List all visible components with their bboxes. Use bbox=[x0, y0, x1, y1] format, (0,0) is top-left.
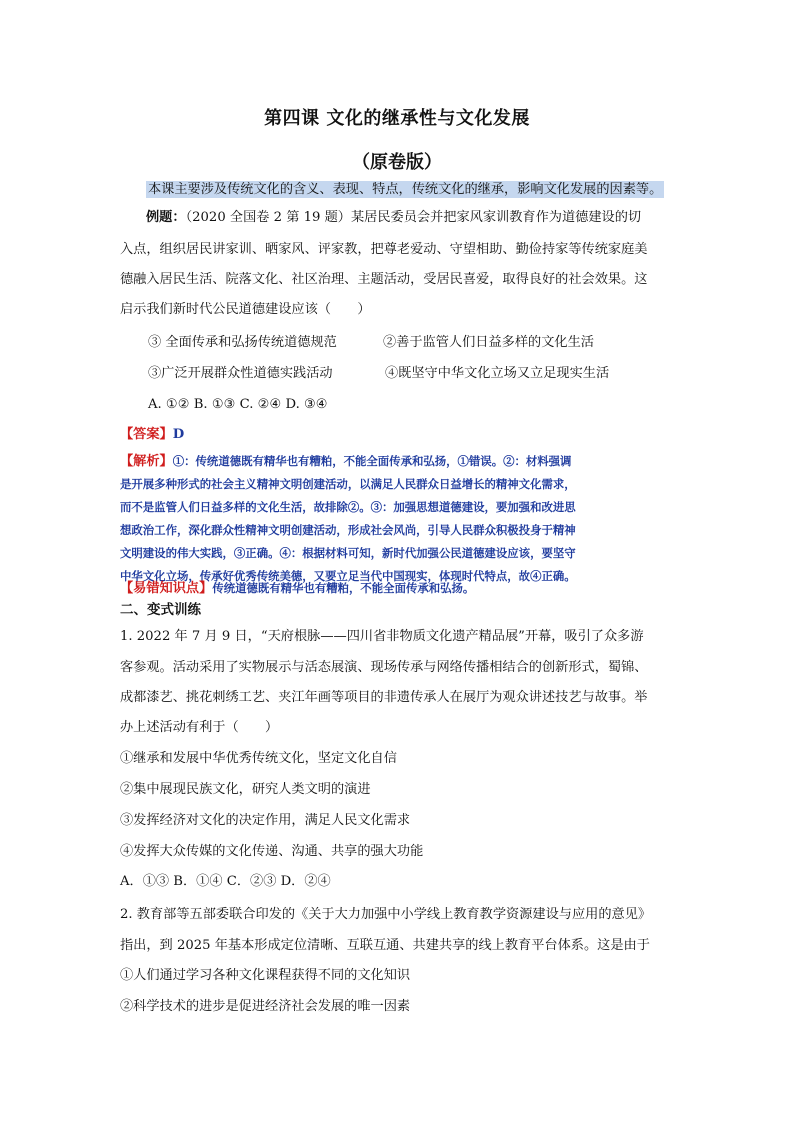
example-line-1 bbox=[146, 208, 641, 228]
q1-option-2: ②集中展现民族文化，研究人类文明的演进 bbox=[120, 782, 371, 797]
error-line bbox=[120, 578, 474, 599]
q1-option-4: ④发挥大众传媒的文化传递、沟通、共享的强大功能 bbox=[120, 844, 424, 859]
answer-label: 【答案】 bbox=[120, 427, 173, 442]
analysis-line-1 bbox=[120, 451, 571, 472]
section-heading: 二、变式训练 bbox=[120, 602, 201, 618]
analysis-line-5: 文明建设的伟大实践，③正确。④：根据材料可知，新时代加强公民道德建设应该，要坚守 bbox=[120, 546, 576, 560]
q2-line-1: 2. 教育部等五部委联合印发的《关于大力加强中小学线上教育教学资源建设与应用的意见》 bbox=[120, 907, 652, 922]
example-label: 例题： bbox=[146, 210, 186, 225]
error-label: 【易错知识点】 bbox=[120, 581, 213, 596]
q1-line-3: 成都漆艺、挑花刺绣工艺、夹江年画等项目的非遗传承人在展厅为观众讲述技艺与故事。举 bbox=[120, 690, 648, 705]
q1-choices: A．①③ B．①④ C．②③ D．②④ bbox=[120, 874, 331, 889]
q1-line-4: 办上述活动有利于（ ） bbox=[120, 720, 279, 735]
analysis-text-1: ①：传统道德既有精华也有糟粕，不能全面传承和弘扬，①错误。②：材料强调 bbox=[172, 454, 572, 468]
example-option-2: ②善于监管人们日益多样的文化生活 bbox=[383, 335, 594, 350]
q1-option-1: ①继承和发展中华优秀传统文化，坚定文化自信 bbox=[120, 751, 397, 766]
q2-option-2: ②科学技术的进步是促进经济社会发展的唯一因素 bbox=[120, 999, 411, 1014]
analysis-line-3: 而不是监管人们日益多样的文化生活，故排除②。③：加强思想道德建设，要加强和改进思 bbox=[120, 500, 576, 514]
error-text: 传统道德既有精华也有糟粕，不能全面传承和弘扬。 bbox=[212, 581, 475, 595]
q1-line-2: 客参观。活动采用了实物展示与活态展演、现场传承与网络传播相结合的创新形式，蜀锦、 bbox=[120, 660, 648, 675]
intro-highlight: 本课主要涉及传统文化的含义、表现、特点，传统文化的继承，影响文化发展的因素等。 bbox=[148, 182, 663, 197]
analysis-line-4: 想政治工作，深化群众性精神文明创建活动，形成社会风尚，引导人民群众积极投身于精神 bbox=[120, 523, 576, 537]
analysis-line-6: 中华文化立场，传承好优秀传统美德，又要立足当代中国现实，体现时代特点，故④正确。 bbox=[120, 569, 576, 583]
intro-text bbox=[146, 180, 664, 200]
q2-option-1: ①人们通过学习各种文化课程获得不同的文化知识 bbox=[120, 968, 411, 983]
example-line-4: 启示我们新时代公民道德建设应该（ ） bbox=[120, 302, 371, 317]
example-line-3: 德融入居民生活、院落文化、社区治理、主题活动，受居民喜爱，取得良好的社会效果。这 bbox=[120, 272, 648, 287]
example-option-1: ③ 全面传承和弘扬传统道德规范 bbox=[148, 335, 337, 350]
analysis-label: 【解析】 bbox=[120, 454, 173, 469]
page-title: 第四课 文化的继承性与文化发展 bbox=[264, 108, 530, 129]
q2-line-2: 指出，到 2025 年基本形成定位清晰、互联互通、共建共享的线上教育平台体系。这是由于 bbox=[120, 938, 650, 953]
q1-option-3: ③发挥经济对文化的决定作用，满足人民文化需求 bbox=[120, 813, 411, 828]
answer-value: D bbox=[172, 427, 185, 442]
example-option-4: ④既坚守中华文化立场又立足现实生活 bbox=[385, 366, 610, 381]
example-line-2: 入点，组织居民讲家训、晒家风、评家教，把尊老爱动、守望相助、勤俭持家等传统家庭美 bbox=[120, 242, 648, 257]
example-option-3: ③广泛开展群众性道德实践活动 bbox=[148, 366, 333, 381]
page-subtitle: （原卷版） bbox=[352, 152, 442, 173]
q1-line-1: 1. 2022 年 7 月 9 日，“天府根脉——四川省非物质文化遗产精品展”开幕，吸引了众多游 bbox=[120, 629, 644, 644]
answer-line bbox=[120, 425, 184, 445]
example-choices: A. ①② B. ①③ C. ②④ D. ③④ bbox=[148, 397, 328, 412]
analysis-line-2: 是开展多种形式的社会主义精神文明创建活动，以满足人民群众日益增长的精神文化需求， bbox=[120, 477, 576, 491]
example-text-1: （2020 全国卷 2 第 19 题）某居民委员会并把家风家训教育作为道德建设的切 bbox=[185, 210, 642, 225]
